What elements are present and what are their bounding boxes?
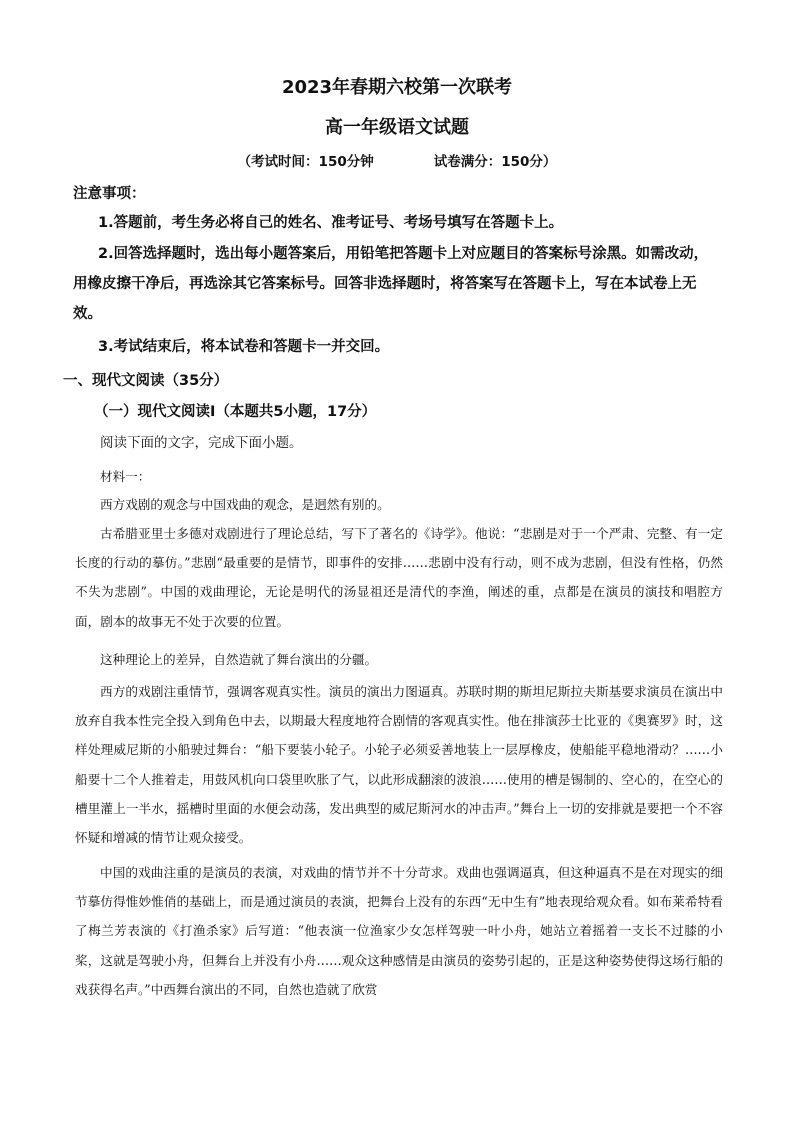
exam-info (0, 150, 794, 170)
notice-item-1: 1.答题前，考生务必将自己的姓名、准考证号、考场号填写在答题卡上。 (98, 215, 564, 231)
subsection-title: （一）现代文阅读Ⅰ（本题共5小题，17分） (94, 404, 377, 420)
exam-subtitle: 高一年级语文试题 (325, 117, 469, 138)
notice-item-3: 3.考试结束后，将本试卷和答题卡一并交回。 (98, 339, 390, 355)
reading-instruction: 阅读下面的文字，完成下面小题。 (100, 435, 303, 451)
paragraph-5: 中国的戏曲注重的是演员的表演，对戏曲的情节并不十分苛求。戏曲也强调逼真，但这种逼真不是在对现实的细节摹仿得惟妙惟俏的基础上，而是通过演员的表演，把舞台上没有的东西“无中生有”地表现给观众看。如布莱希特看了梅兰芳表演的《打渔杀家》后写道：“他表演一位渔家少女怎样驾驶一叶小舟，她站立着摇着一支长不过膝的小桨，这就是驾驶小舟，但舞台上并没有小舟……观众这种感情是由演员的姿势引起的，正是这种姿势使得这场行船的戏获得名声。”中西舞台演出的不同，自然也造就了欣赏 (75, 865, 723, 997)
exam-score: 试卷满分：150分） (433, 154, 557, 170)
section-title: 一、现代文阅读（35分） (63, 373, 229, 389)
paragraph-3: 这种理论上的差异，自然造就了舞台演出的分疆。 (100, 652, 378, 667)
paragraph-2: 古希腊亚里士多德对戏剧进行了理论总结，写下了著名的《诗学》。他说：“悲剧是对于一个严肃、完整、有一定长度的行动的摹仿。”悲剧“最重要的是情节，即事件的安排……悲剧中没有行动，则不成为悲剧，但没有性格，仍然不失为悲剧”。中国的戏曲理论，无论是明代的汤显祖还是清代的李渔，阐述的重，点都是在演员的演技和唱腔方面，剧本的故事无不处于次要的位置。 (75, 526, 723, 629)
notice-item-2: 2.回答选择题时，选出每小题答案后，用铅笔把答题卡上对应题目的答案标号涂黑。如需改动，用橡皮擦干净后，再选涂其它答案标号。回答非选择题时，将答案写在答题卡上，写在本试卷上无效。 (73, 246, 709, 322)
notice-title: 注意事项： (73, 186, 146, 202)
paragraph-1: 西方戏剧的观念与中国戏曲的观念，是迥然有别的。 (100, 497, 390, 512)
exam-title: 2023年春期六校第一次联考 (281, 77, 513, 98)
material-label: 材料一： (100, 469, 151, 484)
exam-time: （考试时间：150分钟 (237, 154, 374, 170)
paragraph-4: 西方的戏剧注重情节，强调客观真实性。演员的演出力图逼真。苏联时期的斯坦尼斯拉夫斯基要求演员在演出中放弃自我本性完全投入到角色中去，以期最大程度地符合剧情的客观真实性。他在排演莎士比亚的《奥赛罗》时，这样处理威尼斯的小船驶过舞台：“船下要装小轮子。小轮子必须妥善地装上一层厚橡皮，使船能平稳地滑动？……小船要十二个人推着走，用鼓风机向口袋里吹胀了气，以此形成翻滚的波浪……使用的槽是锡制的、空心的，在空心的槽里灌上一半水，摇槽时里面的水便会动荡，发出典型的威尼斯河水的冲击声。”舞台上一切的安排就是要把一个不容怀疑和增减的情节让观众接受。 (75, 684, 723, 846)
